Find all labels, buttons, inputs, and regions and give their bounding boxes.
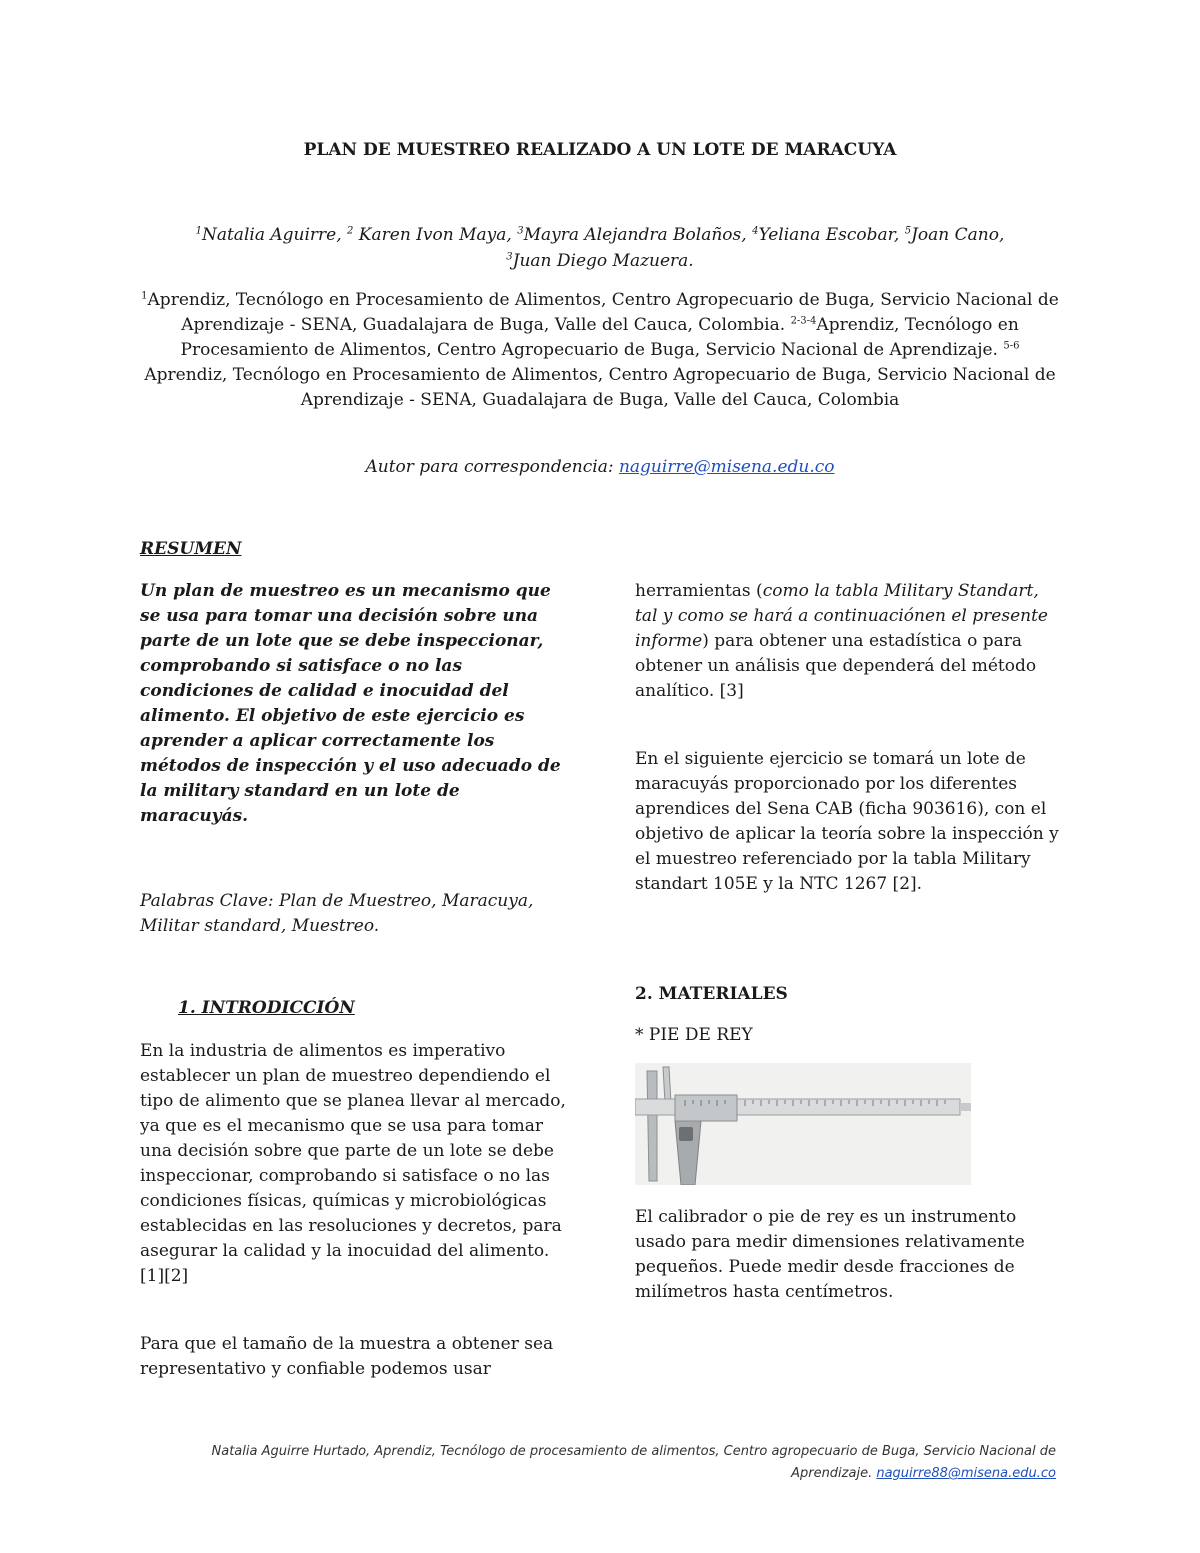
materiales-description: El calibrador o pie de rey es un instrumento usado para medir dimensiones relativamente pequeños. Puede medir desde fracciones de milímetros hasta centímetros. — [635, 1207, 1025, 1302]
footer-text: Natalia Aguirre Hurtado, Aprendiz, Tecnólogo de procesamiento de alimentos, Centro agropecuario de Buga, Servicio Nacional de Aprendizaje. — [211, 1444, 1056, 1481]
affil-1-sup: 1 — [141, 290, 148, 302]
author-3: Mayra Alejandra Bolaños, — [523, 225, 753, 245]
author-6: Juan Diego Mazuera. — [512, 251, 694, 271]
author-list — [140, 222, 1060, 274]
author-5-sup: 5 — [904, 225, 912, 237]
author-5: Joan Cano, — [911, 225, 1005, 245]
keywords: Palabras Clave: Plan de Muestreo, Maracuya, Militar standard, Muestreo. — [140, 891, 534, 936]
author-1: Natalia Aguirre, — [201, 225, 348, 245]
resumen-heading — [140, 537, 570, 562]
intro-heading-text: 1. INTRODICCIÓN — [178, 998, 355, 1018]
intro-paragraph-1: En la industria de alimentos es imperativo establecer un plan de muestreo dependiendo el tipo de alimento que se planea llevar al mercado, ya que es el mecanismo que se usa para tomar una decisión sobre que parte de un lote se debe inspeccionar, comprobando si satisface o no las condiciones físicas, químicas y microbiológicas establecidas en las resoluciones y decretos, para asegurar la calidad y la inocuidad del alimento. [1][2] — [140, 1041, 566, 1286]
correspondence-label: Autor para correspondencia: — [365, 457, 619, 477]
author-3-sup: 3 — [517, 225, 524, 237]
affiliations — [140, 288, 1060, 413]
right-p1-start: herramientas ( — [635, 581, 763, 601]
paper-title: PLAN DE MUESTREO REALIZADO A UN LOTE DE MARACUYA — [303, 140, 897, 160]
resumen-heading-text: RESUMEN — [140, 539, 242, 559]
affil-3: Aprendiz, Tecnólogo en Procesamiento de Alimentos, Centro Agropecuario de Buga, Servicio Nacional de Aprendizaje - SENA, Guadalajara de Buga, Valle del Cauca, Colombia — [144, 365, 1056, 410]
right-paragraph-1 — [635, 579, 1065, 704]
correspondence-email-link[interactable]: naguirre@misena.edu.co — [618, 457, 835, 477]
author-2-sup: 2 — [347, 225, 354, 237]
caliper-image — [635, 1063, 971, 1185]
right-p1-italic: como la tabla Military Standart, tal y como se hará a continuaciónen el presente informe — [635, 581, 1048, 651]
affil-3-sup: 5-6 — [1003, 340, 1020, 352]
right-paragraph-2: En el siguiente ejercicio se tomará un lote de maracuyás proporcionado por los diferentes aprendices del Sena CAB (ficha 903616), con el objetivo de aplicar la teoría sobre la inspección y el muestreo referenciado por la tabla Military standart 105E y la NTC 1267 [2]. — [635, 749, 1059, 894]
materiales-heading: 2. MATERIALES — [635, 984, 788, 1004]
author-4-sup: 4 — [752, 225, 759, 237]
correspondence — [0, 457, 1200, 477]
author-6-sup: 3 — [506, 251, 513, 263]
affil-1: Aprendiz, Tecnólogo en Procesamiento de Alimentos, Centro Agropecuario de Buga, Servicio Nacional de Aprendizaje - SENA, Guadalajara de Buga, Valle del Cauca, Colombia. — [147, 290, 1059, 335]
abstract-text: Un plan de muestreo es un mecanismo que se usa para tomar una decisión sobre una parte de un lote que se debe inspeccionar, comprobando si satisface o no las condiciones de calidad e inocuidad del alimento. El objetivo de este ejercicio es aprender a aplicar correctamente los métodos de inspección y el uso adecuado de la military standard en un lote de maracuyás. — [140, 581, 561, 826]
intro-paragraph-2: Para que el tamaño de la muestra a obtener sea representativo y confiable podemos usar — [140, 1334, 554, 1379]
materiales-item: * PIE DE REY — [635, 1025, 753, 1045]
intro-heading — [140, 996, 570, 1021]
author-4: Yeliana Escobar, — [758, 225, 905, 245]
right-p1-end: ) para obtener una estadística o para obtener un análisis que dependerá del método analítico. [3] — [635, 631, 1037, 701]
affil-2-sup: 2-3-4 — [790, 315, 817, 327]
footer-email-link[interactable]: naguirre88@misena.edu.co — [876, 1466, 1056, 1481]
author-2: Karen Ivon Maya, — [353, 225, 518, 245]
page-footer — [140, 1441, 1056, 1485]
affil-2: Aprendiz, Tecnólogo en Procesamiento de Alimentos, Centro Agropecuario de Buga, Servicio Nacional de Aprendizaje. — [180, 315, 1019, 360]
author-1-sup: 1 — [195, 225, 202, 237]
